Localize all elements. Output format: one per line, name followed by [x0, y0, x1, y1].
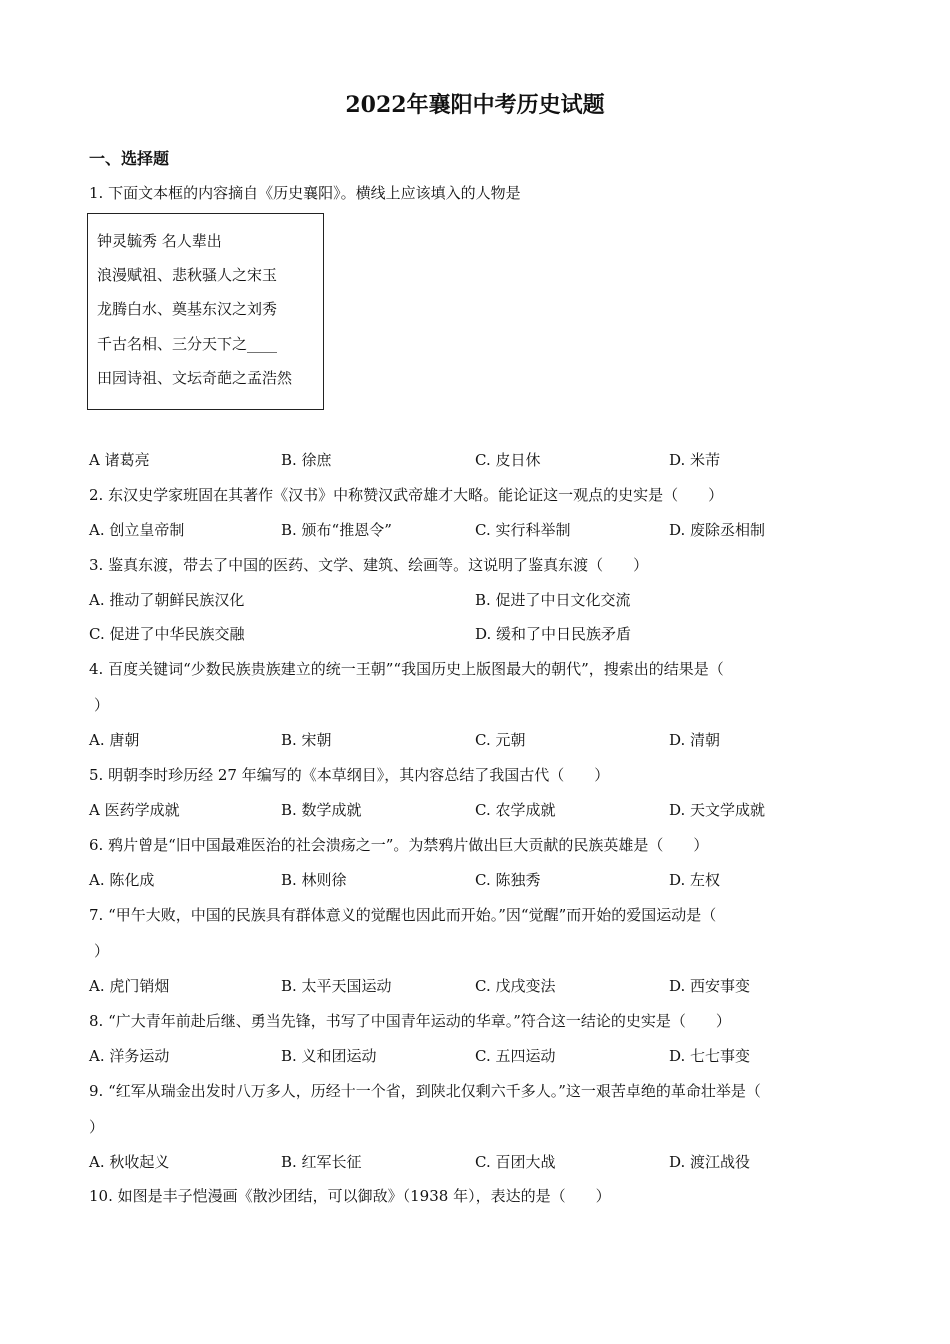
question-8-options — [89, 1046, 889, 1066]
question-6-options — [89, 870, 889, 890]
option-c: C. 戊戌变法 — [475, 977, 556, 995]
question-3-options-row-1 — [89, 590, 889, 610]
option-d: D. 米芾 — [669, 451, 721, 469]
option-a: A. 洋务运动 — [89, 1047, 170, 1065]
option-b: B. 红军长征 — [281, 1153, 362, 1171]
option-a: A 诸葛亮 — [89, 451, 150, 469]
quote-line-5: 田园诗祖、文坛奇葩之孟浩然 — [97, 369, 293, 387]
option-b: B. 促进了中日文化交流 — [475, 591, 631, 609]
option-b: B. 义和团运动 — [281, 1047, 377, 1065]
quote-line-2: 浪漫赋祖、悲秋骚人之宋玉 — [97, 266, 278, 284]
option-c: C. 元朝 — [475, 731, 526, 749]
question-7-stem: 7. “甲午大败，中国的民族具有群体意义的觉醒也因此而开始。”因“觉醒”而开始的爱国运动是（ — [89, 906, 717, 924]
question-4-stem: 4. 百度关键词“少数民族贵族建立的统一王朝”“我国历史上版图最大的朝代”，搜索出的结果是（ — [89, 660, 724, 678]
option-b: B. 徐庶 — [281, 451, 332, 469]
question-2-stem: 2. 东汉史学家班固在其著作《汉书》中称赞汉武帝雄才大略。能论证这一观点的史实是（ ） — [89, 486, 724, 504]
question-6-stem: 6. 鸦片曾是“旧中国最难医治的社会溃疡之一”。为禁鸦片做出巨大贡献的民族英雄是（ ） — [89, 836, 709, 854]
question-5-options — [89, 800, 889, 820]
option-b: B. 数学成就 — [281, 801, 362, 819]
option-c: C. 百团大战 — [475, 1153, 556, 1171]
question-2-options — [89, 520, 889, 540]
option-b: B. 宋朝 — [281, 731, 332, 749]
page-title: 2022年襄阳中考历史试题 — [345, 92, 605, 118]
question-4-stem-cont: ） — [94, 696, 110, 714]
question-10-stem: 10. 如图是丰子恺漫画《散沙团结，可以御敌》（1938 年），表达的是（ ） — [89, 1187, 611, 1205]
question-7-options — [89, 976, 889, 996]
section-heading: 一、选择题 — [89, 149, 170, 168]
option-d: D. 天文学成就 — [669, 801, 766, 819]
option-d: D. 七七事变 — [669, 1047, 751, 1065]
question-5-stem: 5. 明朝李时珍历经 27 年编写的《本草纲目》，其内容总结了我国古代（ ） — [89, 766, 610, 784]
option-c: C. 皮日休 — [475, 451, 541, 469]
question-9-options — [89, 1152, 889, 1172]
question-9-stem-cont: ） — [89, 1118, 105, 1136]
quote-line-3: 龙腾白水、奠基东汉之刘秀 — [97, 300, 278, 318]
option-a: A 医药学成就 — [89, 801, 180, 819]
option-b: B. 颁布“推恩令” — [281, 521, 392, 539]
quote-text-box — [87, 213, 324, 410]
question-9-stem: 9. “红军从瑞金出发时八万多人，历经十一个省，到陕北仅剩六千多人。”这一艰苦卓绝的革命壮举是（ — [89, 1082, 761, 1100]
question-4-options — [89, 730, 889, 750]
option-d: D. 渡江战役 — [669, 1153, 751, 1171]
option-d: D. 缓和了中日民族矛盾 — [475, 625, 632, 643]
option-c: C. 实行科举制 — [475, 521, 571, 539]
option-c: C. 五四运动 — [475, 1047, 556, 1065]
question-1-stem: 1. 下面文本框的内容摘自《历史襄阳》。横线上应该填入的人物是 — [89, 184, 521, 202]
option-d: D. 西安事变 — [669, 977, 751, 995]
quote-line-4: 千古名相、三分天下之____ — [97, 335, 278, 353]
option-c: C. 陈独秀 — [475, 871, 541, 889]
option-a: A. 陈化成 — [89, 871, 155, 889]
option-a: A. 创立皇帝制 — [89, 521, 185, 539]
quote-line-1: 钟灵毓秀 名人辈出 — [97, 232, 222, 250]
option-b: B. 林则徐 — [281, 871, 347, 889]
option-a: A. 推动了朝鲜民族汉化 — [89, 591, 245, 609]
option-a: A. 虎门销烟 — [89, 977, 170, 995]
option-a: A. 秋收起义 — [89, 1153, 170, 1171]
question-7-stem-cont: ） — [94, 942, 110, 960]
question-8-stem: 8. “广大青年前赴后继、勇当先锋，书写了中国青年运动的华章。”符合这一结论的史实是（ ） — [89, 1012, 731, 1030]
option-c: C. 促进了中华民族交融 — [89, 625, 245, 643]
option-d: D. 清朝 — [669, 731, 721, 749]
question-3-options-row-2 — [89, 624, 889, 644]
option-a: A. 唐朝 — [89, 731, 140, 749]
question-1-options — [89, 450, 889, 470]
option-d: D. 废除丞相制 — [669, 521, 766, 539]
option-d: D. 左权 — [669, 871, 721, 889]
question-3-stem: 3. 鉴真东渡，带去了中国的医药、文学、建筑、绘画等。这说明了鉴真东渡（ ） — [89, 556, 649, 574]
option-b: B. 太平天国运动 — [281, 977, 392, 995]
option-c: C. 农学成就 — [475, 801, 556, 819]
